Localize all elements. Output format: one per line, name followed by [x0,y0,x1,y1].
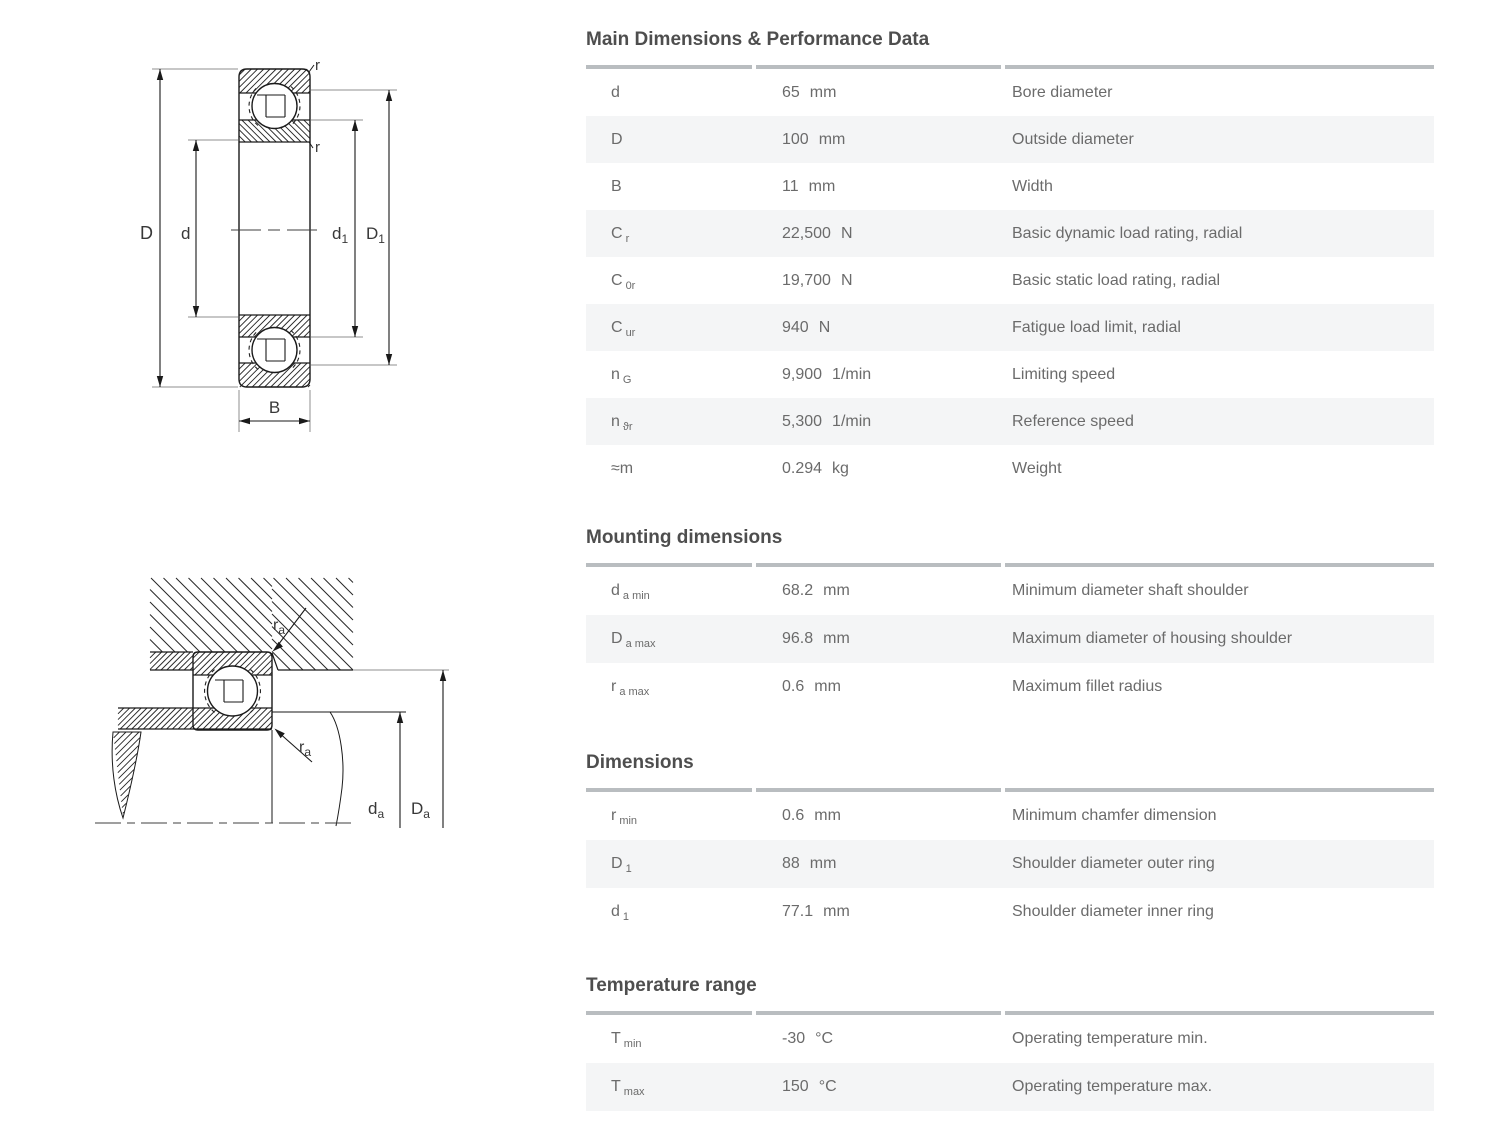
description-cell: Operating temperature min. [1012,1030,1208,1047]
table-top-border [586,788,1434,792]
value-cell: 940 N [782,318,831,336]
term-cell: T $_{min}$ [611,1030,642,1050]
section-heading: Main Dimensions & Performance Data [586,29,930,50]
term-cell: d $_{a min}$ [611,582,650,602]
value-cell: -30 °C [782,1030,834,1047]
border-segment [586,65,752,69]
label-shaft-shoulder-diameter: $d_a$ [368,799,385,821]
description-cell: Maximum fillet radius [1012,678,1163,695]
description-cell: Width [1012,177,1053,195]
description-cell: Minimum diameter shaft shoulder [1012,582,1249,599]
value-cell: 68.2 mm [782,582,850,599]
label-shoulder-outer: $D_1$ [366,224,385,246]
border-segment [586,788,752,792]
label-fillet-top: $r_a$ [273,617,286,637]
value-cell: 88 mm [782,855,837,872]
label-chamfer-inner: r [315,139,320,156]
term-cell: T $_{max}$ [611,1078,645,1098]
table-row [586,69,1434,116]
term-cell: D [611,130,623,148]
bearing-cross-section-drawing [100,40,440,445]
section-heading: Temperature range [586,975,757,996]
table-top-border [586,563,1434,567]
value-cell: 5,300 1/min [782,412,872,430]
term-cell: d $_1$ [611,903,630,923]
description-cell: Weight [1012,459,1062,477]
description-cell: Reference speed [1012,412,1134,430]
border-segment [1005,788,1434,792]
value-cell: 0.6 mm [782,807,841,824]
table-row [586,445,1434,492]
table-section [586,28,1434,492]
value-cell: 19,700 N [782,271,853,289]
label-outside-diameter: D [140,223,153,243]
value-cell: 0.6 mm [782,678,841,695]
border-segment [756,563,1001,567]
description-cell: Operating temperature max. [1012,1078,1213,1095]
term-cell: ≈m [611,459,634,477]
table-row [586,210,1434,257]
value-cell: 150 °C [782,1078,837,1095]
label-bore-diameter: d [181,224,191,243]
bearing-mounting-drawing [90,560,460,840]
label-shoulder-inner: $d_1$ [332,224,349,246]
label-chamfer-top: r [315,57,320,74]
table-row [586,351,1434,398]
term-cell: n $_G$ [611,365,632,386]
border-segment [586,563,752,567]
table-row [586,615,1434,663]
label-fillet-bottom: $r_a$ [299,739,312,759]
table-row [586,567,1434,615]
value-cell: 65 mm [782,83,837,101]
label-housing-shoulder-diameter: $D_a$ [411,799,430,821]
value-cell: 0.294 kg [782,459,849,477]
table-top-border [586,65,1434,69]
label-width: B [268,398,281,417]
table-row [586,398,1434,445]
table-section [586,751,1434,936]
value-cell: 100 mm [782,130,846,148]
description-cell: Bore diameter [1012,83,1113,101]
border-segment [586,1011,752,1015]
table-section [586,526,1434,711]
term-cell: C $_{0r}$ [611,271,636,292]
border-segment [756,65,1001,69]
section-heading: Mounting dimensions [586,527,783,548]
border-segment [1005,563,1434,567]
description-cell: Basic dynamic load rating, radial [1012,224,1243,242]
description-cell: Minimum chamfer dimension [1012,807,1217,824]
description-cell: Shoulder diameter outer ring [1012,855,1215,872]
description-cell: Limiting speed [1012,365,1116,383]
border-segment [756,1011,1001,1015]
term-cell: d [611,83,620,101]
description-cell: Basic static load rating, radial [1012,271,1221,289]
term-cell: D $_{a max}$ [611,630,656,650]
value-cell: 11 mm [782,177,836,195]
description-cell: Outside diameter [1012,130,1134,148]
term-cell: r $_{min}$ [611,807,638,827]
table-row [586,1015,1434,1063]
table-row [586,257,1434,304]
term-cell: C $_r$ [611,224,630,245]
table-row [586,1063,1434,1111]
table-row [586,840,1434,888]
table-top-border [586,1011,1434,1015]
term-cell: n $_{ϑr}$ [611,412,633,433]
term-cell: C $_{ur}$ [611,318,636,339]
ball-top [252,84,297,129]
border-segment [756,788,1001,792]
description-cell: Maximum diameter of housing shoulder [1012,630,1293,647]
term-cell: B [611,177,622,195]
section-heading: Dimensions [586,752,694,773]
border-segment [1005,1011,1434,1015]
table-row [586,888,1434,936]
value-cell: 9,900 1/min [782,365,872,383]
table-row [586,163,1434,210]
border-segment [1005,65,1434,69]
table-row [586,304,1434,351]
description-cell: Shoulder diameter inner ring [1012,903,1214,920]
ball-bottom [252,328,297,373]
description-cell: Fatigue load limit, radial [1012,318,1181,336]
value-cell: 96.8 mm [782,630,850,647]
value-cell: 22,500 N [782,224,853,242]
table-row [586,792,1434,840]
table-row [586,663,1434,711]
mounted-ball [208,666,258,716]
term-cell: D $_1$ [611,855,632,875]
data-tables [586,0,1434,1111]
value-cell: 77.1 mm [782,903,850,920]
term-cell: r $_{a max}$ [611,678,650,698]
table-row [586,116,1434,163]
table-section [586,974,1434,1111]
